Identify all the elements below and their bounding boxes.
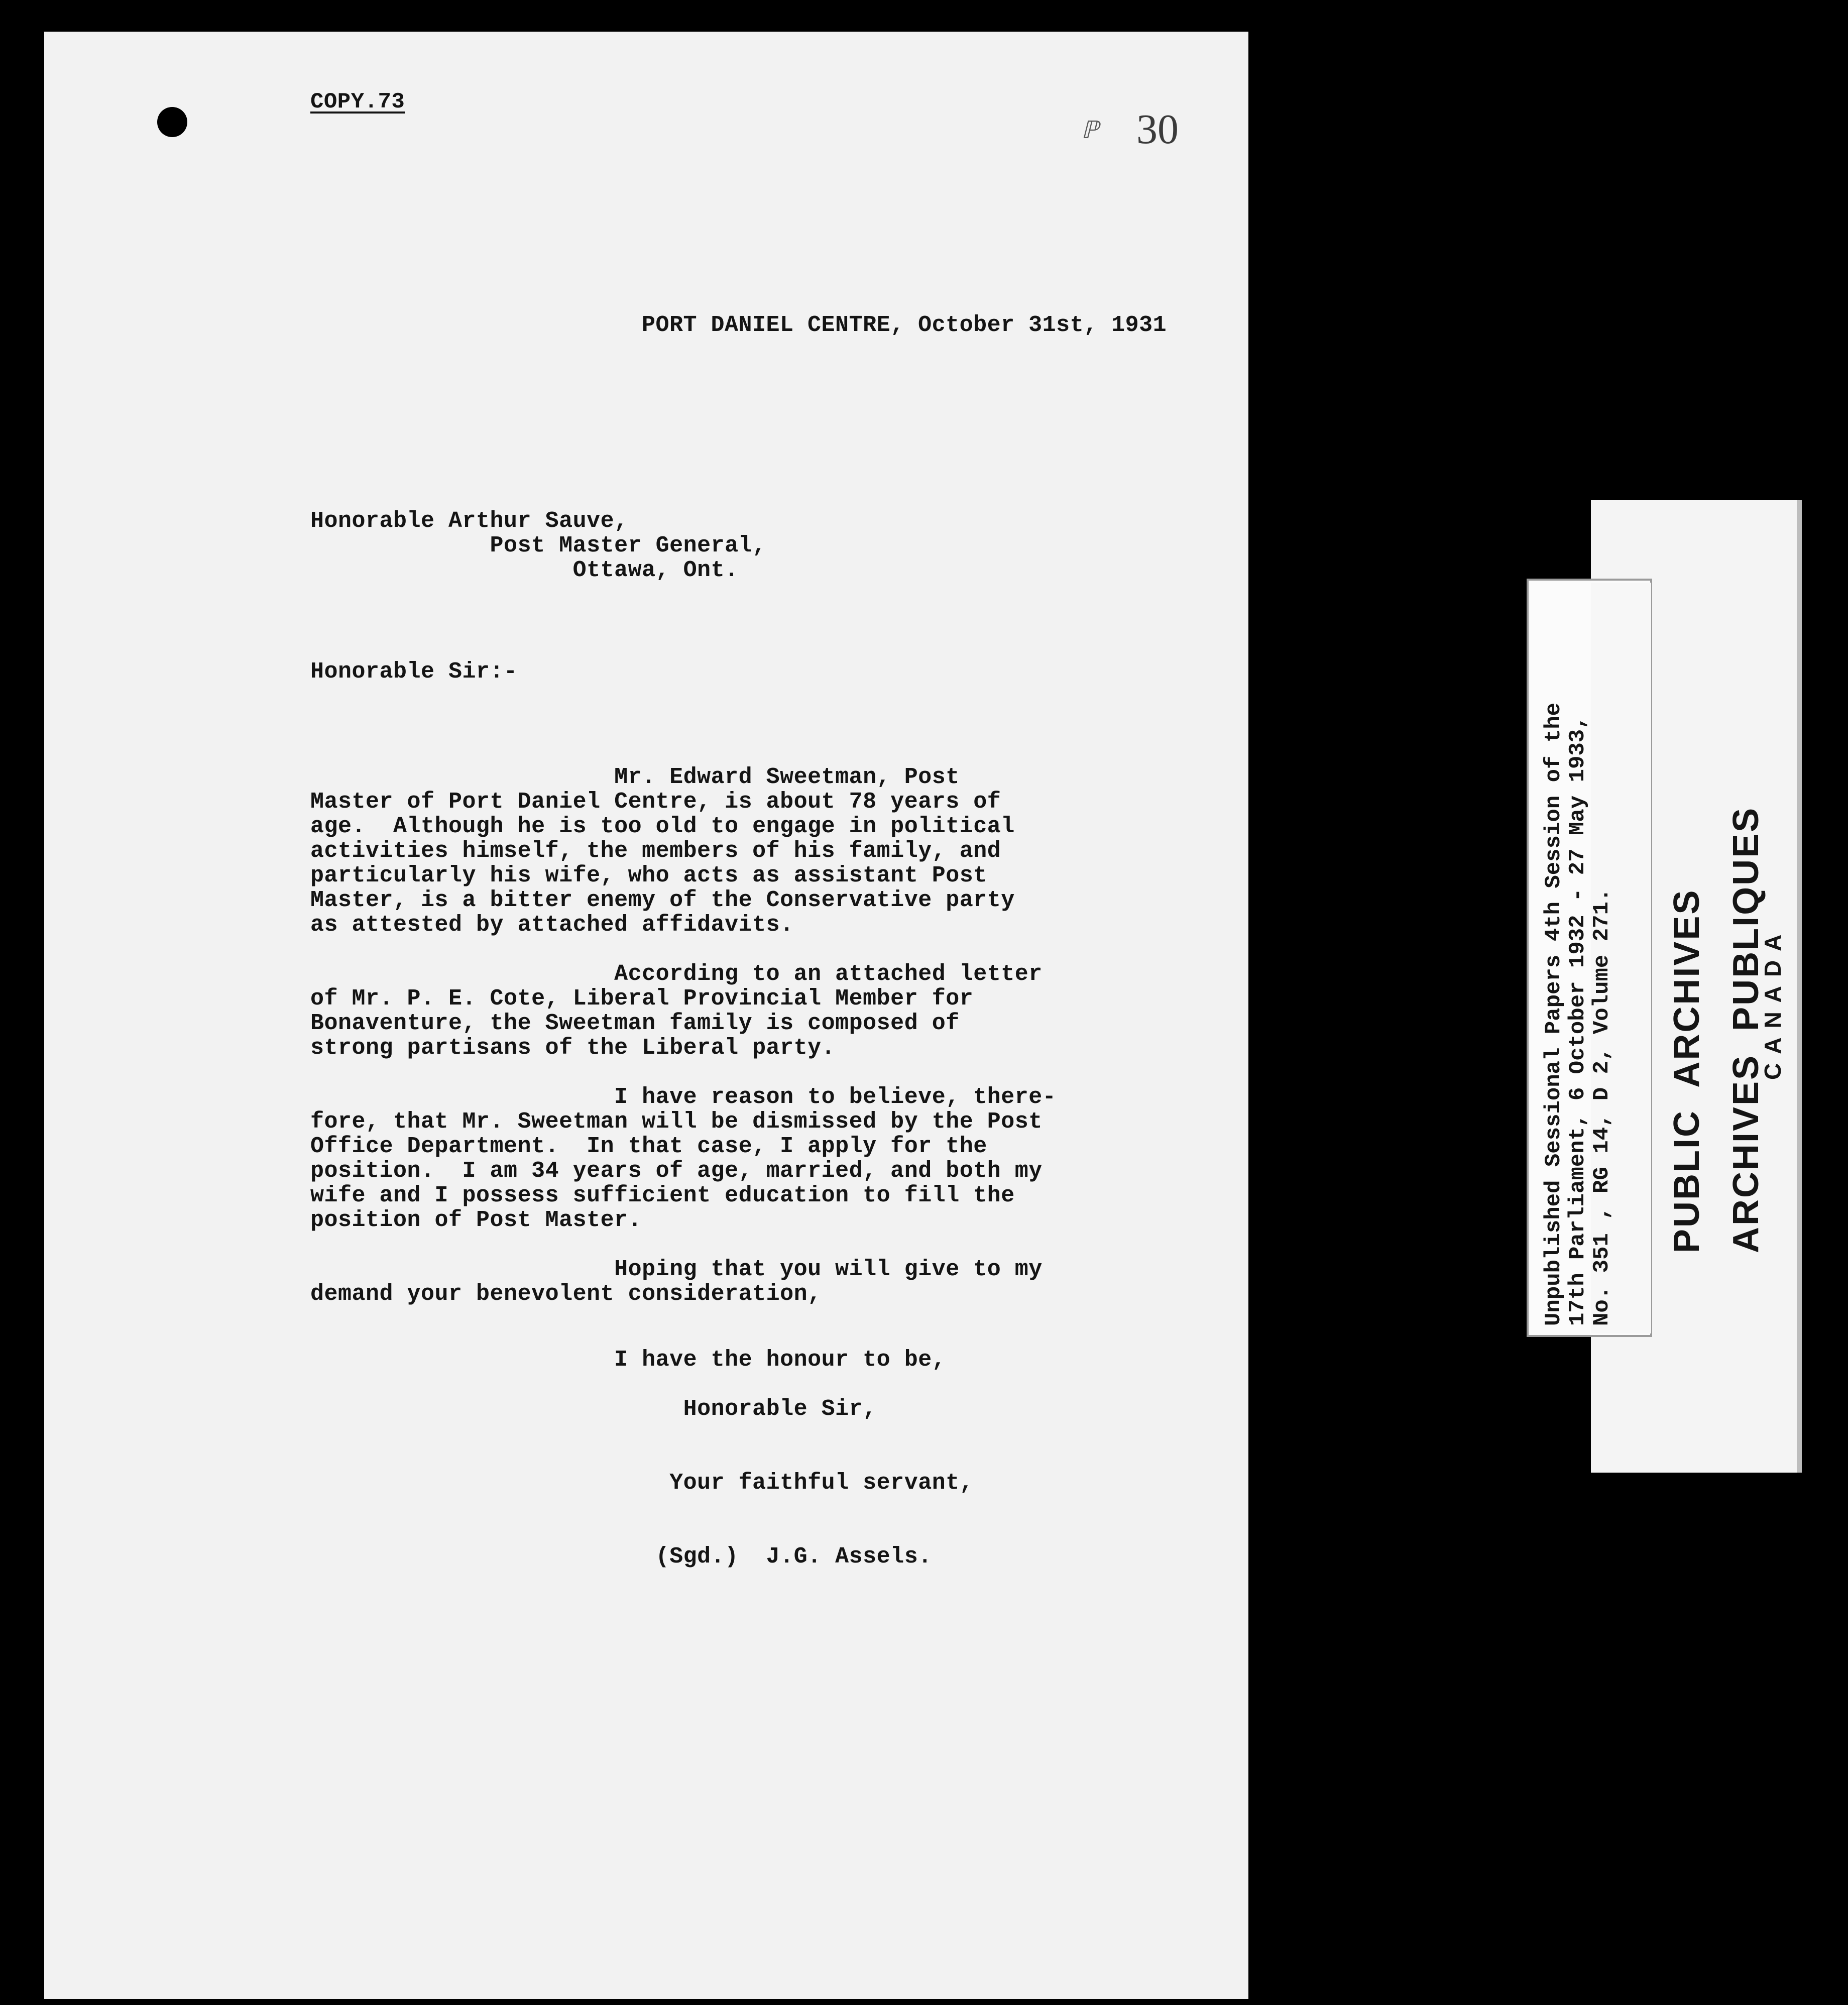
- copy-mark: COPY.73: [310, 89, 405, 115]
- punch-hole: [157, 107, 187, 137]
- archives-name: PUBLIC ARCHIVES ARCHIVES PUBLIQUES: [1667, 806, 1766, 1253]
- archives-country: CANADA: [1760, 925, 1786, 1080]
- pencil-mark-icon: ℙ: [1081, 117, 1098, 144]
- recipient-address: Honorable Arthur Sauve, Post Master General, Ottawa, Ont.: [310, 508, 766, 583]
- letter-body: Mr. Edward Sweetman, Post Master of Port Daniel Centre, is about 78 years of age. Although he is too old to engage in political activities himself, the members of his family, and particularly his wife, who acts as assistant Post Master, is a bitter enemy of the Conservative party as attested by attached affidavits. According to an attached letter of Mr. P. E. Cote, Liberal Provincial Member for Bonaventure, the Sweetman family is composed of strong partisans of the Liberal party. I have reason to believe, there- fore, that Mr. Sweetman will be dismissed by the Post Office Department. In that case, I apply for the position. I am 34 years of age, married, and both my wife and I possess sufficient education to fill the position of Post Master. Hoping that you will give to my demand your benevolent consideration,: [310, 764, 1057, 1307]
- letter-place-date: PORT DANIEL CENTRE, October 31st, 1931: [642, 312, 1167, 338]
- archive-citation: Unpublished Sessional Papers 4th Session of the 17th Parliament, 6 October 1932 - 27 May 1933, No. 351 , RG 14, D 2, Volume 271.: [1541, 702, 1614, 1326]
- letter-page: [44, 32, 1248, 1999]
- letter-closing: I have the honour to be, Honorable Sir, Your faithful servant, (Sgd.) J.G. Assels.: [614, 1347, 974, 1570]
- page-number: 30: [1136, 106, 1179, 153]
- salutation: Honorable Sir:-: [310, 659, 518, 685]
